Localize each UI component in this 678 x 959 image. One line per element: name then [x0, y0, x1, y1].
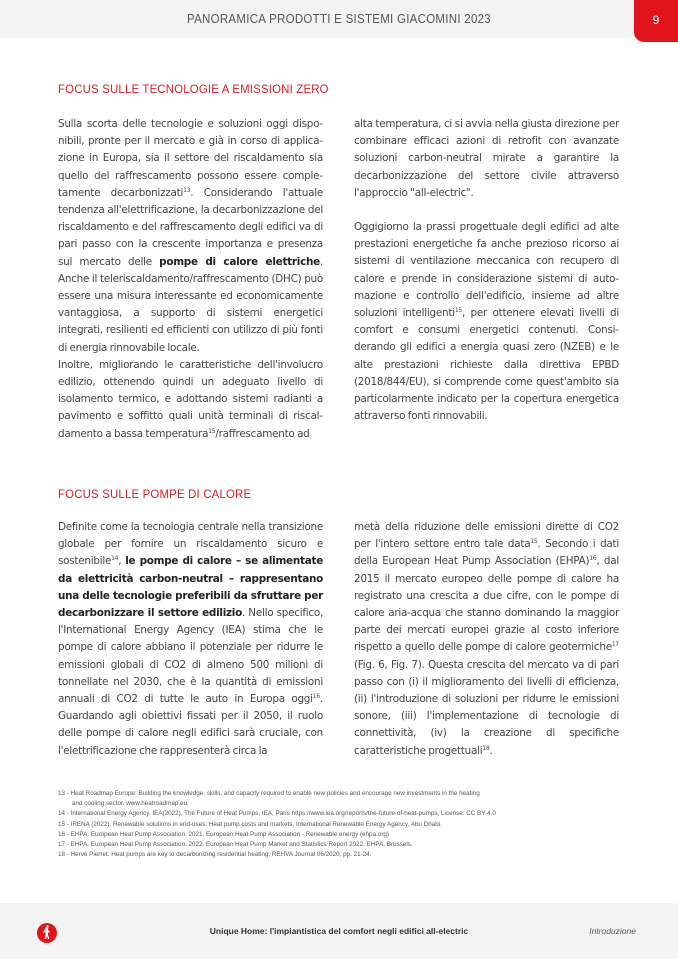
section1-left-column	[58, 116, 323, 443]
paragraph	[58, 519, 323, 760]
text: (Fig. 6, Fig. 7). Questa crescita del mercato va di pari passo con (i) il miglioramento dei livelli di efficienza, (ii) l'introduzione di soluzioni per ridurre le emissioni sonore, (iii) l'implementazione di tecnologie di connettività, (iv) la creazione di specifiche caratteristiche progettuali	[354, 658, 619, 757]
text: Inoltre, migliorando le caratteristiche dell'involucro edilizio, ottenendo quindi un adeguato livello di isolamento termico, e adottando sistemi radianti a pavimento e soffitto quali unità terminali di riscaldamento a bassa temperatura	[58, 358, 323, 440]
text: . Anche il teleriscaldamento/raffrescamento (DHC) può essere una misura interessante ed economicamente vantaggiosa, a supporto di sistemi energetici integrati, resilienti ed efficienti con utilizzo di più fonti di energia rinnovabile locale.	[58, 255, 323, 354]
footnote-ref[interactable]: 18	[482, 744, 490, 752]
section2-left-column	[58, 519, 323, 760]
text: /raffrescamento ad	[215, 427, 310, 440]
text: . Guardando agli obiettivi fissati per il 2050, il ruolo delle pompe di calore negli edifici sarà cruciale, con l'elettrificazione che rappresenterà circa la	[58, 693, 323, 757]
footnote-16[interactable]: 16 - EHPA. European Heat Pump Association. 2021. European Heat Pump Association - Renewable energy (ehpa.org)	[58, 830, 390, 838]
bold-text: pompe di calore elettriche	[159, 255, 320, 268]
text: metà della riduzione delle emissioni dirette di CO2 per l'intero settore entro tale data	[354, 521, 619, 551]
page-header	[0, 0, 678, 38]
footer-section-name: Introduzione	[589, 926, 636, 936]
footnote-13: 13 - Heat Roadmap Europe: Building the knowledge, skills, and capacity required to enable new policies and encourage new investments in the heating	[58, 790, 480, 797]
paragraph	[58, 357, 323, 443]
paragraph	[354, 519, 619, 760]
page-footer	[0, 903, 678, 959]
section2-right-column	[354, 519, 619, 760]
text: . Nello specifico, l'International Energy Agency (IEA) stima che le pompe di calore abbiano il potenziale per ridurre le emissioni globali di CO2 di almeno 500 milioni di tonnellate nel 2030, che è la quantità di emissioni annuali di CO2 di tutte le auto in Europa oggi	[58, 607, 324, 706]
footnote-ref[interactable]: 17	[611, 641, 619, 649]
section-title-heat-pumps: FOCUS SULLE POMPE DI CALORE	[58, 487, 252, 501]
footer-title: Unique Home: l'impiantistica del comfort negli edifici all-electric	[209, 926, 469, 936]
footnote-ref[interactable]: 15	[208, 427, 216, 435]
text: Sulla scorta delle tecnologie e soluzioni oggi disponibili, pronte per il mercato e già in corso di applicazione in Europa, sia il settore del riscaldamento sia quello del raffrescamento possono essere completamente decarbonizzati	[58, 118, 323, 199]
header-title: PANORAMICA PRODOTTI E SISTEMI GIACOMINI 2023	[187, 12, 491, 26]
footnote-ref[interactable]: 16	[312, 693, 320, 701]
footnote-17: 17 - EHPA. European Heat Pump Association. 2022. European Heat Pump Market and Statistics Report 2022. EHPA, Brussels.	[58, 841, 413, 849]
text: .	[489, 744, 493, 757]
footnote-ref[interactable]: 15	[530, 538, 538, 546]
footnote-ref[interactable]: 16	[589, 555, 597, 563]
section1-right-column	[354, 116, 619, 425]
text: Definite come la tecnologia centrale nella transizione globale per fornire un riscaldamento sicuro e sostenibile	[58, 521, 323, 568]
bold-text: le pompe di calore – se alimentate da elettricità carbon-neutral – rappresentano una delle tecnologie preferibili da sfruttare per decarbonizzare il settore edilizio	[58, 555, 323, 620]
text: , dal 2015 il mercato europeo delle pompe di calore ha registrato una crescita a due cifre, con le pompe di calore aria-acqua che stanno dominando la maggior parte dei mercati europei grazie al costo inferiore rispetto a quello delle pompe di calore geotermiche	[354, 555, 619, 654]
text: , per ottenere elevati livelli di comfort e consumi energetici contenuti. Considerando gli edifici a energia quasi zero (NZEB) e le alte prestazioni richieste dalla direttiva EPBD (2018/844/EU), si comprende come quest'ambito sia particolarmente indicato per la copertura energetica attraverso fonti rinnovabili.	[354, 307, 619, 423]
footnote-13-continued[interactable]: and cooling sector. www.heatroadmap.eu	[72, 800, 188, 808]
footnote-ref[interactable]: 13	[183, 186, 191, 194]
paragraph	[58, 116, 323, 357]
footnote-14[interactable]: 14 - International Energy Agency. IEA(2022), The Future of Heat Pumps, IEA, Paris https://www.iea.org/reports/the-future-of-heat-pumps, License: CC BY 4.0	[58, 810, 496, 818]
text: . Secondo i dati della European Heat Pump Association (EHPA)	[354, 538, 619, 568]
footnote-15: 15 - IRENA (2022). Renewable solutions in end-uses: Heat pump costs and markets, International Renewable Energy Agency, Abu Dhabi.	[58, 820, 442, 828]
text: . Considerando l'attuale tendenza all'elettrificazione, la decarbonizzazione del riscaldamento e del raffrescamento degli edifici va di pari passo con la crescente importanza e presenza sul mercato delle	[58, 186, 323, 268]
footnote-ref[interactable]: 14	[111, 555, 119, 563]
paragraph: alta temperatura, ci si avvia nella giusta direzione per combinare efficaci azioni di retrofit con avanzate soluzioni carbon-neutral mirate a garantire la decarbonizzazione del settore civile attraverso l'approccio "all-electric".	[354, 118, 619, 199]
page-number-tab	[634, 0, 678, 42]
footnote-18: 18 - Hervè Pierret. Heat pumps are key to decarbonizing residential heating. REHVA Journal 06/2020, pp. 21-24.	[58, 851, 372, 859]
footnote-ref[interactable]: 15	[454, 307, 462, 315]
text: ,	[118, 555, 126, 568]
page-number: 9	[652, 13, 660, 27]
paragraph	[354, 219, 619, 425]
section-title-zero-emissions: FOCUS SULLE TECNOLOGIE A EMISSIONI ZERO	[58, 82, 329, 96]
footnotes	[58, 789, 628, 860]
text: Oggigiorno la prassi progettuale degli edifici ad alte prestazioni energetiche fa anche prezioso ricorso ai sistemi di ventilazione meccanica con recupero di calore e prende in considerazione sistemi di automazione e controllo dell'edificio, insieme ad altre soluzioni intelligenti	[354, 221, 619, 320]
